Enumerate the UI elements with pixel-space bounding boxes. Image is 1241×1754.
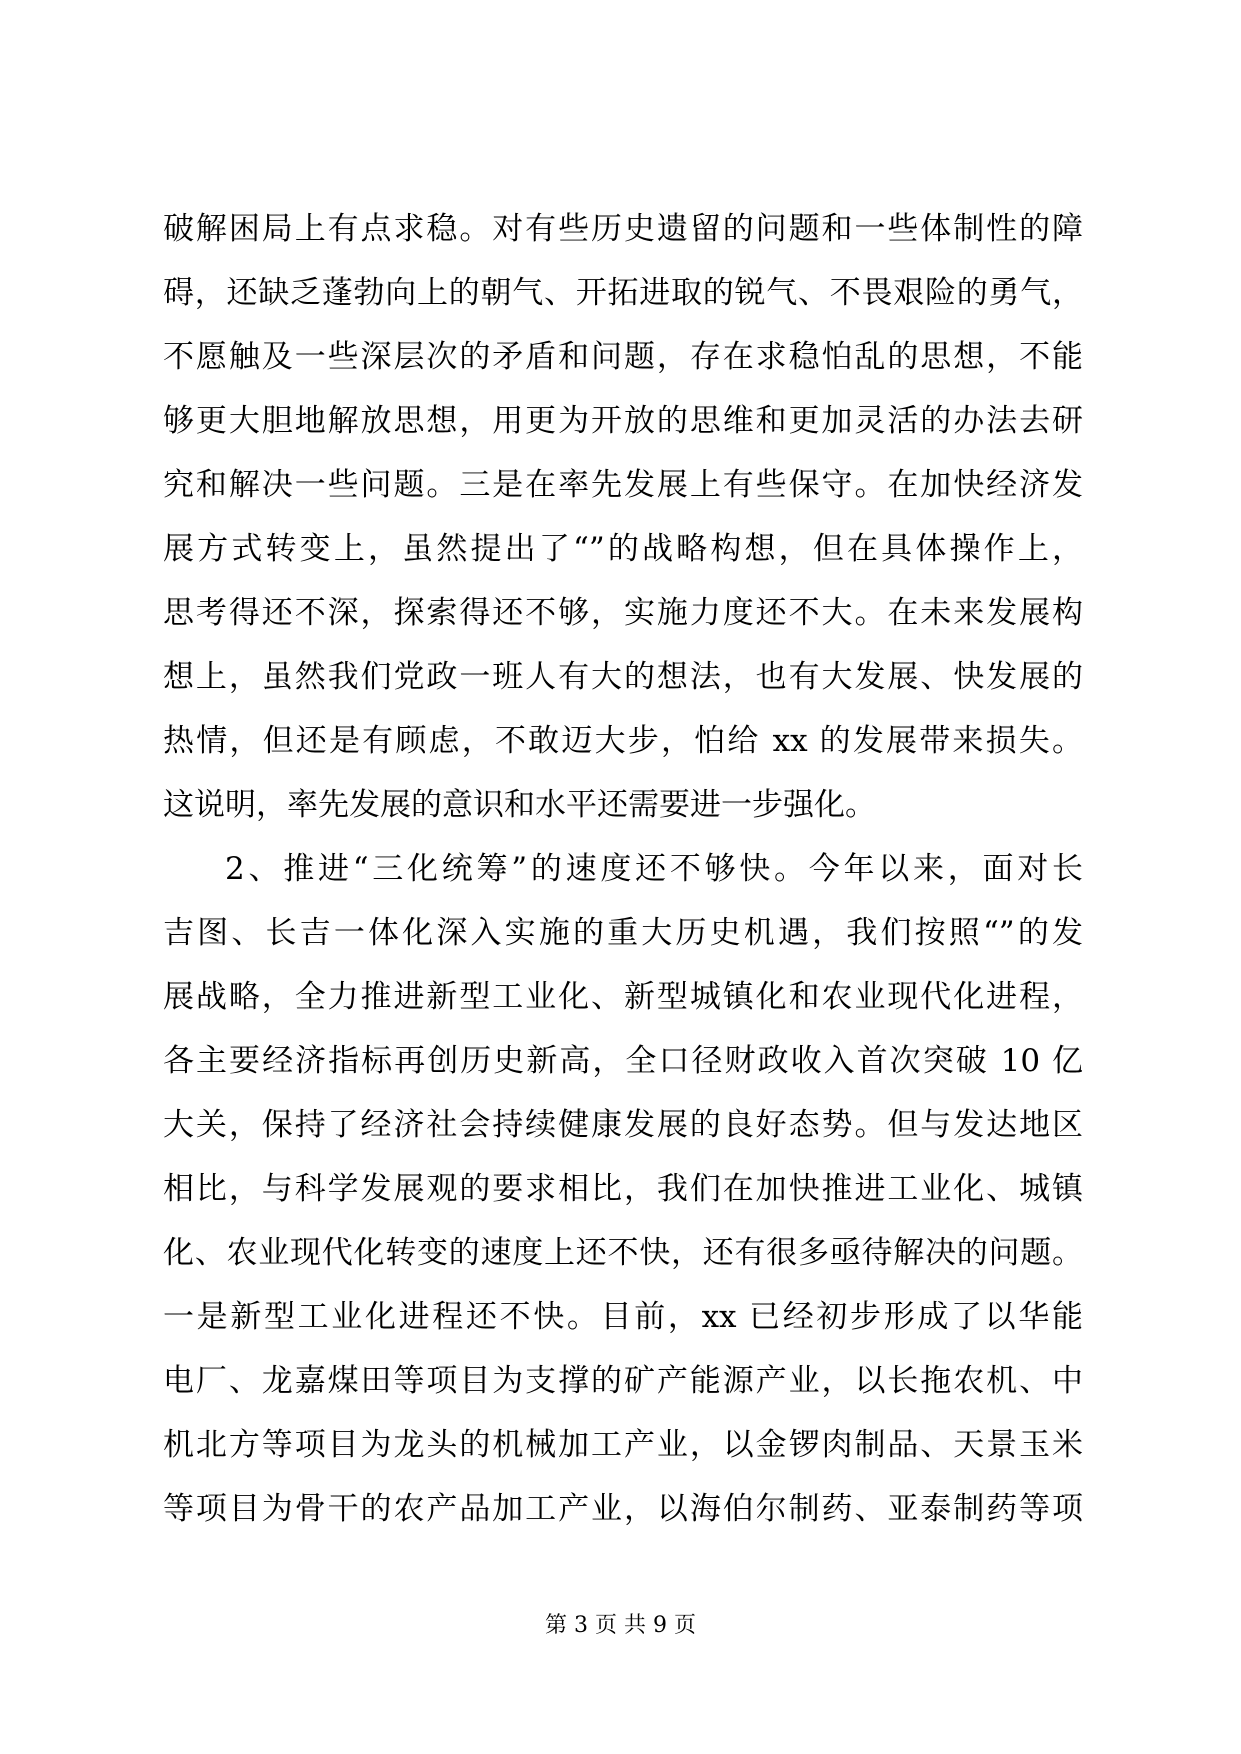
text-line: 吉图、长吉一体化深入实施的重大历史机遇，我们按照“”的发 <box>163 915 1083 951</box>
text-line: 不愿触及一些深层次的矛盾和问题，存在求稳怕乱的思想，不能 <box>163 339 1083 375</box>
text-line: 相比，与科学发展观的要求相比，我们在加快推进工业化、城镇 <box>163 1171 1083 1207</box>
text-line: 大关，保持了经济社会持续健康发展的良好态势。但与发达地区 <box>163 1107 1083 1143</box>
text-line: 思考得还不深，探索得还不够，实施力度还不大。在未来发展构 <box>163 595 1083 631</box>
text-line: 电厂、龙嘉煤田等项目为支撑的矿产能源产业，以长拖农机、中 <box>163 1363 1083 1399</box>
text-line: 各主要经济指标再创历史新高，全口径财政收入首次突破 10 亿 <box>163 1043 1083 1079</box>
text-line: 够更大胆地解放思想，用更为开放的思维和更加灵活的办法去研 <box>163 403 1083 439</box>
text-line: 等项目为骨干的农产品加工产业，以海伯尔制药、亚泰制药等项 <box>163 1491 1083 1527</box>
text-line: 一是新型工业化进程还不快。目前，xx 已经初步形成了以华能 <box>163 1299 1083 1335</box>
text-line: 想上，虽然我们党政一班人有大的想法，也有大发展、快发展的 <box>163 659 1083 695</box>
text-line: 化、农业现代化转变的速度上还不快，还有很多亟待解决的问题。 <box>163 1235 1083 1271</box>
text-line: 展方式转变上，虽然提出了“”的战略构想，但在具体操作上， <box>163 531 1083 567</box>
page-footer: 第 3 页 共 9 页 <box>545 1613 696 1638</box>
text-line: 机北方等项目为龙头的机械加工产业，以金锣肉制品、天景玉米 <box>163 1427 1083 1463</box>
text-line: 破解困局上有点求稳。对有些历史遗留的问题和一些体制性的障 <box>163 211 1083 247</box>
text-line: 这说明，率先发展的意识和水平还需要进一步强化。 <box>163 787 876 823</box>
text-line: 热情，但还是有顾虑，不敢迈大步，怕给 xx 的发展带来损失。 <box>163 723 1083 759</box>
text-line: 2、推进“三化统筹”的速度还不够快。今年以来，面对长 <box>225 851 1083 887</box>
text-line: 究和解决一些问题。三是在率先发展上有些保守。在加快经济发 <box>163 467 1083 503</box>
text-line: 展战略，全力推进新型工业化、新型城镇化和农业现代化进程， <box>163 979 1083 1015</box>
text-line: 碍，还缺乏蓬勃向上的朝气、开拓进取的锐气、不畏艰险的勇气， <box>163 275 1083 311</box>
